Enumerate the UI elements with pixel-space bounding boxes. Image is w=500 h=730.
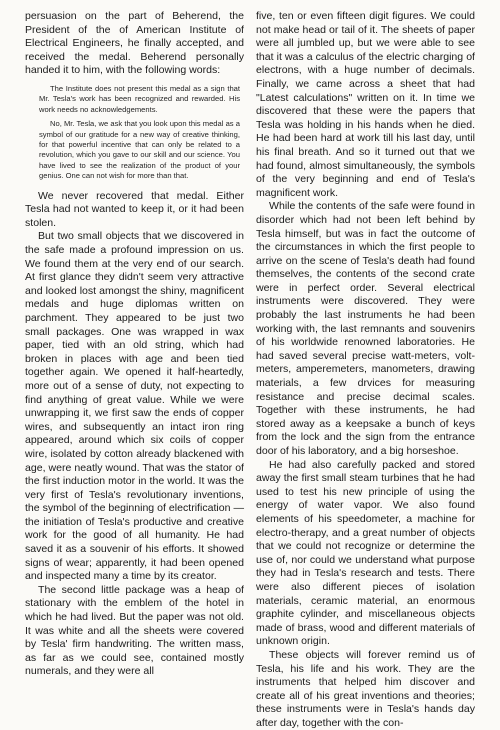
medal-quote [39,84,240,182]
opening-paragraph: persuasion on the part of Beherend, the President of the of American Institute of Electrical Engineers, he finally accepted, and received the medal. Beherend personally handed it to him, with the following words: [25,10,244,77]
body-paragraph: We never recovered that medal. Either Tesla had not wanted to keep it, or it had been stolen. [25,189,244,229]
body-paragraph: five, ten or even fifteen digit figures. We could not make head or tail of it. The sheets of paper were all jumbled up, but we were able to see that it was a calculus of the electric charging of electrons, with a huge number of decimals. Finally, we came across a sheet that had "Latest calculations" written on it. In time we discovered that these were the papers that Tesla was holding in his hands when he died. He had been hard at work till his last day, until his final breath. And so it turned out that we had found, almost simultaneously, the symbols of the very beginning and end of Tesla's magnificent work. [256,10,475,199]
body-paragraph: But two small objects that we discovered in the safe made a profound impression on us. We found them at the very end of our search. At first glance they didn't seem very attractive and looked lost amongst the shiny, magnificent medals and huge diplomas written on parchment. They appeared to be just two small packages. One was wrapped in wax paper, tied with an old string, which had broken in places with age and been tied together again. We opened it half-heartedly, more out of a sense of duty, not expecting to find anything of great value. While we were unwrapping it, we first saw the ends of copper wires, and subsequently an intact iron ring appeared, around which six coils of copper wire, isolated by cotton already blackened with age, were neatly wound. That was the stator of the first induction motor in the world. It was the very first of Tesla's revolutionary inventions, the symbol of the beginning of electrification — the initiation of Tesla's productive and creative work for the good of all humanity. He had saved it as a souvenir of his efforts. It showed signs of wear; apparently, it had been opened and inspected many a time by its creator. [25,230,244,583]
quote-paragraph: The Institute does not present this medal as a sign that Mr. Tesla's work has been recognized and rewarded. His work needs no acknowledgements. [39,83,240,114]
body-paragraph: The second little package was a heap of stationary with the emblem of the hotel in which he had lived. But the paper was not old. It was white and all the sheets were covered by Tesla' firm handwriting. The written mass, as far as we could see, contained mostly numerals, and they were all [25,583,244,678]
body-paragraph: He had also carefully packed and stored away the first small steam turbines that he had used to test his new principle of using the energy of water vapor. We also found elements of his speedometer, a machine for electro-therapy, and a great number of objects that we could not recognize or determine the use of, nor could we understand what purpose they had in Tesla's research and tests. There were also different pieces of isolation materials, ceramic material, an enormous graphite cylinder, and miscellaneous objects made of brass, wood and different materials of unknown origin. [256,458,475,648]
quote-paragraph: No, Mr. Tesla, we ask that you look upon this medal as a symbol of our gratitude for a new way of creative thinking, for that powerful incentive that can only be related to a revolution, which you gave to our skill and our science. You have lived to see the realization of the product of your genius. One can not wish for more than that. [39,119,240,181]
body-paragraph: These objects will forever remind us of Tesla, his life and his work. They are the instruments that helped him discover and create all of his great inventions and theories; these instruments were in Tesla's hands day after day, together with the con- [256,648,475,729]
right-column [256,10,475,730]
body-paragraph: While the contents of the safe were found in disorder which had not been left behind by Tesla himself, but was in fact the outcome of the circumstances in which the first people to arrive on the scene of Tesla's death had found themselves, the contents of the second crate were in perfect order. Several electrical instruments were discovered. They were probably the last instruments he had been working with, the last remnants and souvenirs of his worldwide renowned laboratories. He had saved several precise watt-meters, volt-meters, amperemeters, manometers, drawing materials, a few drvices for measuring resistance and precise decimal scales. Together with these instruments, he had stored away as a keepsake a bunch of keys from the lock and the sign from the entrance door of his laboratory, and a big horseshoe. [256,200,475,457]
left-column [25,10,244,679]
